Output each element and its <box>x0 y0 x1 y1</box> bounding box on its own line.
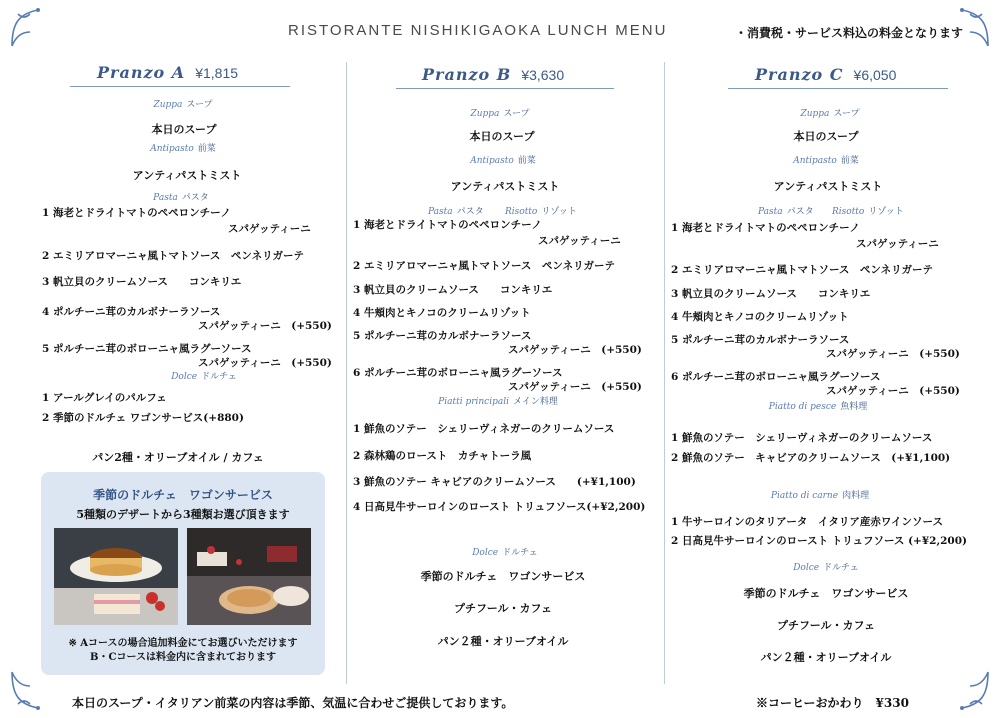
menu-item: 4 ポルチーニ茸のカルボナーラソース <box>42 306 221 318</box>
menu-item: スパゲッティーニ (+550) <box>508 344 642 356</box>
menu-item: プチフール・カフェ <box>454 602 552 615</box>
restaurant-title: RISTORANTE NISHIKIGAOKA LUNCH MENU <box>288 22 668 39</box>
menu-item: 2 季節のドルチェ ワゴンサービス(+880) <box>42 412 244 424</box>
menu-item: スパゲッティーニ <box>228 223 311 235</box>
section-label-main: Piatti principali メイン料理 <box>438 397 558 407</box>
menu-item: 1 アールグレイのパルフェ <box>42 392 167 404</box>
menu-item: 6 ポルチーニ茸のボローニャ風ラグーソース <box>353 367 563 379</box>
dessert-photo-2 <box>187 528 311 625</box>
footer-note: 本日のスープ・イタリアン前菜の内容は季節、気温に合わせご提供しております。 <box>72 696 514 710</box>
menu-item: 本日のスープ <box>151 123 217 136</box>
menu-item: パン２種・オリーブオイル <box>437 635 569 648</box>
ornament-bottom-right-icon <box>946 666 992 712</box>
title-underline <box>728 88 948 89</box>
menu-item: 2 エミリアロマーニャ風トマトソース ペンネリガーテ <box>42 250 305 262</box>
menu-item: パン2種・オリーブオイル / カフェ <box>92 451 264 464</box>
title-underline <box>396 88 614 89</box>
section-label-risotto: Risotto リゾット <box>505 207 577 217</box>
course-price: ¥1,815 <box>195 65 239 81</box>
menu-item: 4 牛頬肉とキノコのクリームリゾット <box>671 311 849 323</box>
menu-item: 3 帆立貝のクリームソース コンキリエ <box>671 288 871 300</box>
course-title-text: Pranzo C <box>755 65 844 84</box>
section-label-pasta: Pasta パスタ <box>428 207 484 217</box>
menu-item: 本日のスープ <box>469 130 535 143</box>
menu-item: 季節のドルチェ ワゴンサービス <box>420 570 586 583</box>
section-label-pasta: Pasta パスタ <box>758 207 814 217</box>
section-label-antipasto: Antipasto 前菜 <box>793 156 859 166</box>
section-label-pasta: Pasta パスタ <box>153 193 209 203</box>
menu-item: アンティパストミスト <box>450 180 560 193</box>
menu-item: 3 鮮魚のソテー キャビアのクリームソース (+¥1,100) <box>353 476 636 488</box>
promo-title: 季節のドルチェ ワゴンサービス <box>93 488 273 502</box>
title-underline <box>70 86 290 87</box>
column-divider <box>664 62 665 684</box>
column-divider <box>346 62 347 684</box>
menu-item: スパゲッティーニ <box>856 238 939 250</box>
course-title-text: Pranzo B <box>422 65 512 84</box>
tax-note: ・消費税・サービス料込の料金となります <box>735 26 964 40</box>
section-label-fish: Piatto di pesce 魚料理 <box>768 402 868 412</box>
menu-item: 季節のドルチェ ワゴンサービス <box>743 587 909 600</box>
menu-item: 本日のスープ <box>793 130 859 143</box>
menu-item: スパゲッティーニ (+550) <box>508 381 642 393</box>
menu-item: アンティパストミスト <box>132 169 242 182</box>
course-price: ¥3,630 <box>521 67 565 83</box>
menu-item: 4 日高見牛サーロインのロースト トリュフソース(+¥2,200) <box>353 501 646 513</box>
menu-item: パン２種・オリーブオイル <box>760 651 892 664</box>
menu-item: 5 ポルチーニ茸のボローニャ風ラグーソース <box>42 343 252 355</box>
menu-item: 2 森林鶏のロースト カチャトーラ風 <box>353 450 532 462</box>
menu-item: 2 エミリアロマーニャ風トマトソース ペンネリガーテ <box>671 264 934 276</box>
menu-item: スパゲッティーニ (+550) <box>198 320 332 332</box>
section-label-soup: Zuppa スープ <box>800 109 860 119</box>
menu-item: 1 牛サーロインのタリアータ イタリア産赤ワインソース <box>671 516 943 528</box>
course-price: ¥6,050 <box>853 67 897 83</box>
menu-item: 5 ポルチーニ茸のカルボナーラソース <box>353 330 532 342</box>
menu-item: 2 日高見牛サーロインのロースト トリュフソース (+¥2,200) <box>671 535 968 547</box>
menu-item: スパゲッティーニ (+550) <box>826 348 960 360</box>
section-label-dolce: Dolce ドルチェ <box>793 563 859 573</box>
section-label-dolce: Dolce ドルチェ <box>171 372 237 382</box>
course-b-title <box>422 65 564 84</box>
menu-item: スパゲッティーニ <box>538 235 621 247</box>
promo-subtitle: 5種類のデザートから3種類お選び頂きます <box>76 508 290 521</box>
promo-note-bc: B・Cコースは料金内に含まれております <box>90 652 276 663</box>
section-label-soup: Zuppa スープ <box>470 109 530 119</box>
menu-item: 5 ポルチーニ茸のカルボナーラソース <box>671 334 850 346</box>
menu-item: 4 牛頬肉とキノコのクリームリゾット <box>353 307 531 319</box>
menu-item: 1 海老とドライトマトのペペロンチーノ <box>671 222 860 234</box>
menu-item: 1 鮮魚のソテー シェリーヴィネガーのクリームソース <box>671 432 933 444</box>
section-label-antipasto: Antipasto 前菜 <box>470 156 536 166</box>
course-a-title <box>97 63 238 82</box>
menu-item: プチフール・カフェ <box>777 619 875 632</box>
course-c-title <box>755 65 896 84</box>
section-label-antipasto: Antipasto 前菜 <box>150 144 216 154</box>
course-title-text: Pranzo A <box>97 63 186 82</box>
menu-item: スパゲッティーニ (+550) <box>826 385 960 397</box>
dolce-promo-box <box>41 472 325 675</box>
ornament-top-left-icon <box>8 6 54 52</box>
menu-item: アンティパストミスト <box>773 180 883 193</box>
menu-item: 2 エミリアロマーニャ風トマトソース ペンネリガーテ <box>353 260 616 272</box>
menu-item: 2 鮮魚のソテー キャビアのクリームソース (+¥1,100) <box>671 452 951 464</box>
menu-item: 1 鮮魚のソテー シェリーヴィネガーのクリームソース <box>353 423 615 435</box>
section-label-soup: Zuppa スープ <box>153 100 213 110</box>
menu-item: スパゲッティーニ (+550) <box>198 357 332 369</box>
menu-item: 1 海老とドライトマトのペペロンチーノ <box>353 219 542 231</box>
menu-item: 3 帆立貝のクリームソース コンキリエ <box>353 284 553 296</box>
menu-item: 1 海老とドライトマトのペペロンチーノ <box>42 207 231 219</box>
promo-note-a: ※ Aコースの場合追加料金にてお選びいただけます <box>68 638 298 649</box>
menu-item: 6 ポルチーニ茸のボローニャ風ラグーソース <box>671 371 881 383</box>
menu-item: 3 帆立貝のクリームソース コンキリエ <box>42 276 242 288</box>
section-label-meat: Piatto di carne 肉料理 <box>770 491 870 501</box>
coffee-refill-note: ※コーヒーおかわり ¥330 <box>756 696 909 710</box>
section-label-dolce: Dolce ドルチェ <box>472 548 538 558</box>
section-label-risotto: Risotto リゾット <box>832 207 904 217</box>
dessert-photo-1 <box>54 528 178 625</box>
